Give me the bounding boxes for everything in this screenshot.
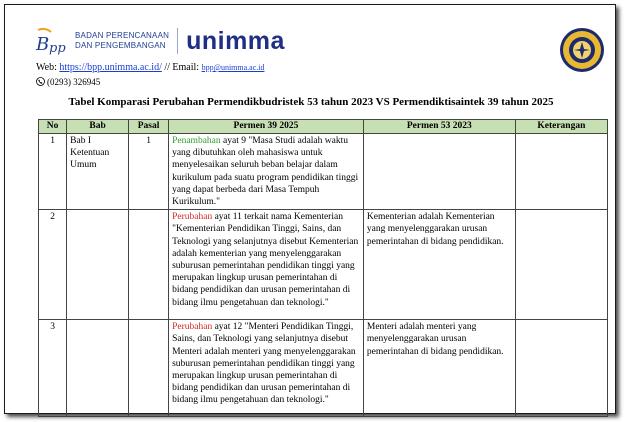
cell-bab [67,210,129,320]
col-header-pasal: Pasal [129,120,169,134]
cell-pasal: 1 [129,134,169,210]
cell-keterangan [515,320,607,417]
svg-text:B: B [36,34,50,55]
web-label: Web: [36,62,60,73]
cell-no: 1 [39,134,67,210]
col-header-no: No [39,120,67,134]
cell-bab [67,320,129,417]
table-row [39,320,608,417]
change-tag-changed: Perubahan [172,212,213,223]
cell-permen-53: Kementerian adalah Kementerian yang menyelenggarakan urusan pemerintahan di bidang pendidikan. [363,210,515,320]
phone-icon [36,76,45,85]
cell-permen-39 [169,320,364,417]
table-row [39,134,608,210]
logo-divider [177,28,178,54]
cell-bab: Bab I Ketentuan Umum [67,134,129,210]
phone-number: (0293) 326945 [47,77,101,87]
cell-no: 3 [39,320,67,417]
cell-permen-39 [169,134,364,210]
col-header-bab: Bab [67,120,129,134]
document-title: Tabel Komparasi Perubahan Permendikbudristek 53 tahun 2023 VS Permendiktisaintek 39 tahun 2025 [68,96,554,108]
col-header-permen-39: Permen 39 2025 [169,120,364,134]
phone-line [36,75,265,89]
cell-keterangan [515,210,607,320]
bpp-name [75,31,169,51]
web-link[interactable]: https://bpp.unimma.ac.id/ [59,62,162,73]
table-row [39,210,608,320]
comparison-table [38,119,608,417]
university-seal-icon [559,27,605,73]
cell-no: 2 [39,210,67,320]
cell-permen-39 [169,210,364,320]
cell-permen-53: Menteri adalah menteri yang menyelenggarakan urusan pemerintahan di bidang pendidikan. [363,320,515,417]
bpp-line1: BADAN PERENCANAAN [75,31,170,40]
email-link[interactable]: bpp@unimma.ac.id [201,63,265,72]
cell-pasal [129,320,169,417]
cell-keterangan [515,134,607,210]
contact-info [36,61,265,89]
col-header-keterangan: Keterangan [515,120,607,134]
svg-text:pp: pp [49,41,66,56]
change-tag-changed: Perubahan [172,322,213,333]
bpp-line2: DAN PENGEMBANGAN [75,41,166,50]
document-page [4,4,616,414]
table-header-row [39,120,608,134]
permen-39-text: ayat 11 terkait nama Kementerian "Kementerian Pendidikan Tinggi, Sains, dan Teknologi yang selanjutnya disebut Kementerian adalah kementerian yang menyelenggarakan suburusan pemerintahan pendidikan tinggi yang merupakan lingkup urusan pemerintahan di bidang pendidikan dan urusan pemerintahan di bidang ilmu pengetahuan dan teknologi." [172,212,359,308]
unimma-logo-text: unimma [186,26,285,55]
cell-pasal [129,210,169,320]
cell-permen-53 [363,134,515,210]
permen-39-text: ayat 9 "Masa Studi adalah waktu yang dibutuhkan oleh mahasiswa untuk menyelesaikan seluruh beban belajar dalam kurikulum pada suatu program pendidikan tinggi yang dapat berbeda dari Masa Tempuh Kurikulum." [172,136,359,208]
header-logos [35,25,285,57]
web-line [36,61,265,75]
permen-39-text: ayat 12 "Menteri Pendidikan Tinggi, Sains, dan Teknologi yang selanjutnya disebut Menteri adalah menteri yang menyelenggarakan suburusan pemerintahan pendidikan tinggi yang merupakan lingkup urusan pemerintahan di bidang pendidikan dan urusan pemerintahan di bidang ilmu pengetahuan dan teknologi." [172,322,356,406]
col-header-permen-53: Permen 53 2023 [363,120,515,134]
bpp-logo [35,26,69,56]
change-tag-added: Penambahan [172,136,221,146]
email-label: // Email: [161,62,202,73]
